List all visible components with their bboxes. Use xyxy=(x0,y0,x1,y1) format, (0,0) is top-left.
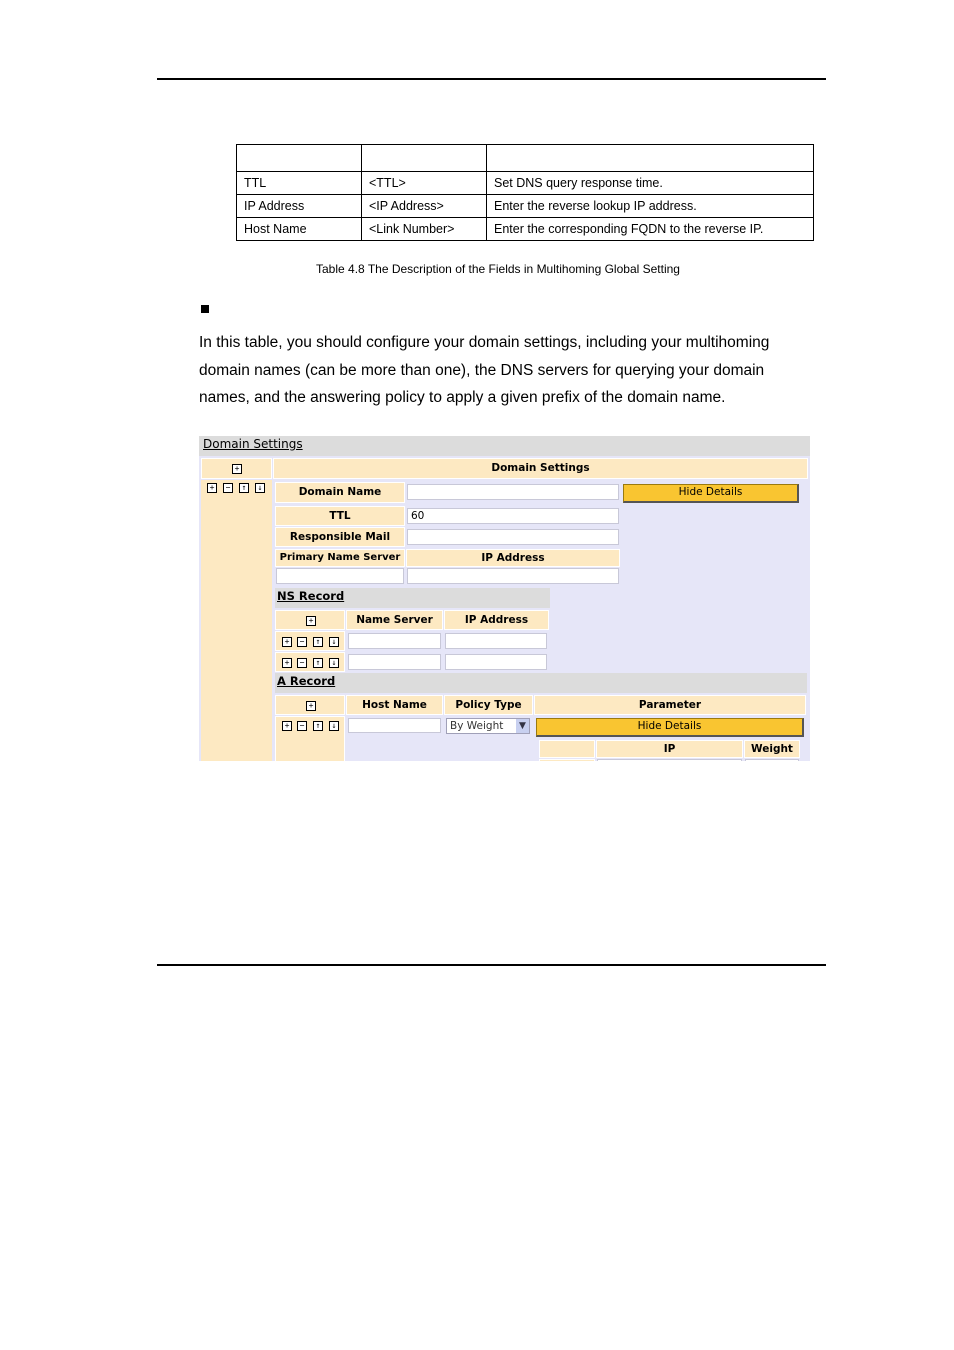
top-rule xyxy=(157,78,826,80)
field-description-table xyxy=(236,144,814,241)
weight-row-cell xyxy=(539,759,595,761)
add-icon[interactable]: + xyxy=(306,616,316,626)
weight-input[interactable] xyxy=(745,759,799,761)
table-row xyxy=(237,218,814,241)
ip-address-label: IP Address xyxy=(406,549,620,567)
name-server-input[interactable] xyxy=(348,633,441,649)
field-description: Set DNS query response time. xyxy=(487,172,814,195)
ns-ip-input[interactable] xyxy=(445,654,547,670)
remove-icon[interactable]: − xyxy=(297,658,307,668)
add-icon[interactable]: + xyxy=(232,464,242,474)
domain-name-input[interactable] xyxy=(407,484,619,500)
add-icon[interactable]: + xyxy=(282,637,292,647)
domain-settings-panel xyxy=(199,436,810,761)
ttl-input[interactable]: 60 xyxy=(407,508,619,524)
policy-type-value: By Weight xyxy=(450,720,504,732)
ns-record-title[interactable]: NS Record xyxy=(275,588,550,608)
add-icon[interactable]: + xyxy=(207,483,217,493)
field-name: IP Address xyxy=(237,195,362,218)
responsible-mail-label: Responsible Mail xyxy=(275,527,405,547)
ns-row-controls xyxy=(275,631,345,651)
table-row xyxy=(237,195,814,218)
responsible-mail-input[interactable] xyxy=(407,529,619,545)
add-domain-cell xyxy=(201,458,272,479)
ns-add-cell xyxy=(275,610,345,630)
add-icon[interactable]: + xyxy=(282,658,292,668)
name-server-input[interactable] xyxy=(348,654,441,670)
move-up-icon[interactable]: ↑ xyxy=(313,637,323,647)
remove-icon[interactable]: − xyxy=(297,637,307,647)
body-paragraph: In this table, you should configure your domain settings, including your multihoming domain names (can be more than one), the DNS servers for querying your domain names, and the answering policy to apply a given prefix of the domain name. xyxy=(199,334,770,406)
ns-ip-input[interactable] xyxy=(445,633,547,649)
a-row-controls xyxy=(275,716,345,761)
header-cell xyxy=(487,145,814,172)
field-description: Enter the corresponding FQDN to the reverse IP. xyxy=(487,218,814,241)
parameter-header: Parameter xyxy=(534,695,806,715)
move-up-icon[interactable]: ↑ xyxy=(239,483,249,493)
ns-row-controls xyxy=(275,652,345,672)
chevron-down-icon[interactable]: ▼ xyxy=(516,719,529,733)
move-up-icon[interactable]: ↑ xyxy=(313,721,323,731)
policy-type-select[interactable] xyxy=(446,718,530,734)
table-header-row xyxy=(237,145,814,172)
primary-name-server-input[interactable] xyxy=(276,568,404,584)
add-icon[interactable]: + xyxy=(306,701,316,711)
field-name: TTL xyxy=(237,172,362,195)
row-controls-column xyxy=(201,480,272,761)
bullet-square-icon xyxy=(201,305,209,313)
host-name-header: Host Name xyxy=(346,695,443,715)
panel-title: Domain Settings xyxy=(199,436,810,456)
policy-type-header: Policy Type xyxy=(444,695,533,715)
ip-header: IP xyxy=(596,740,743,758)
move-down-icon[interactable]: ↓ xyxy=(329,637,339,647)
a-hide-details-button[interactable]: Hide Details xyxy=(536,718,804,737)
add-icon[interactable]: + xyxy=(282,721,292,731)
name-server-header: Name Server xyxy=(346,610,443,630)
host-name-input[interactable] xyxy=(348,718,441,733)
move-up-icon[interactable]: ↑ xyxy=(313,658,323,668)
move-down-icon[interactable]: ↓ xyxy=(329,721,339,731)
header-cell xyxy=(237,145,362,172)
remove-icon[interactable]: − xyxy=(297,721,307,731)
primary-name-server-label: Primary Name Server xyxy=(275,549,405,567)
header-cell xyxy=(362,145,487,172)
ttl-label: TTL xyxy=(275,506,405,526)
move-down-icon[interactable]: ↓ xyxy=(329,658,339,668)
primary-ns-ip-input[interactable] xyxy=(407,568,619,584)
weight-table-blank-header xyxy=(539,740,595,758)
remove-icon[interactable]: − xyxy=(223,483,233,493)
a-record-title[interactable]: A Record xyxy=(275,673,807,693)
hide-details-button[interactable]: Hide Details xyxy=(623,484,799,503)
table-row xyxy=(237,172,814,195)
domain-name-label: Domain Name xyxy=(275,482,405,503)
table-caption: Table 4.8 The Description of the Fields in Multihoming Global Setting xyxy=(316,262,680,276)
a-add-cell xyxy=(275,695,345,715)
bottom-rule xyxy=(157,964,826,966)
weight-ip-input[interactable] xyxy=(597,759,742,761)
ns-ip-address-header: IP Address xyxy=(444,610,549,630)
field-value: <TTL> xyxy=(362,172,487,195)
field-description: Enter the reverse lookup IP address. xyxy=(487,195,814,218)
domain-settings-header: Domain Settings xyxy=(273,458,808,479)
move-down-icon[interactable]: ↓ xyxy=(255,483,265,493)
field-value: <IP Address> xyxy=(362,195,487,218)
field-value: <Link Number> xyxy=(362,218,487,241)
field-name: Host Name xyxy=(237,218,362,241)
weight-header: Weight xyxy=(744,740,800,758)
